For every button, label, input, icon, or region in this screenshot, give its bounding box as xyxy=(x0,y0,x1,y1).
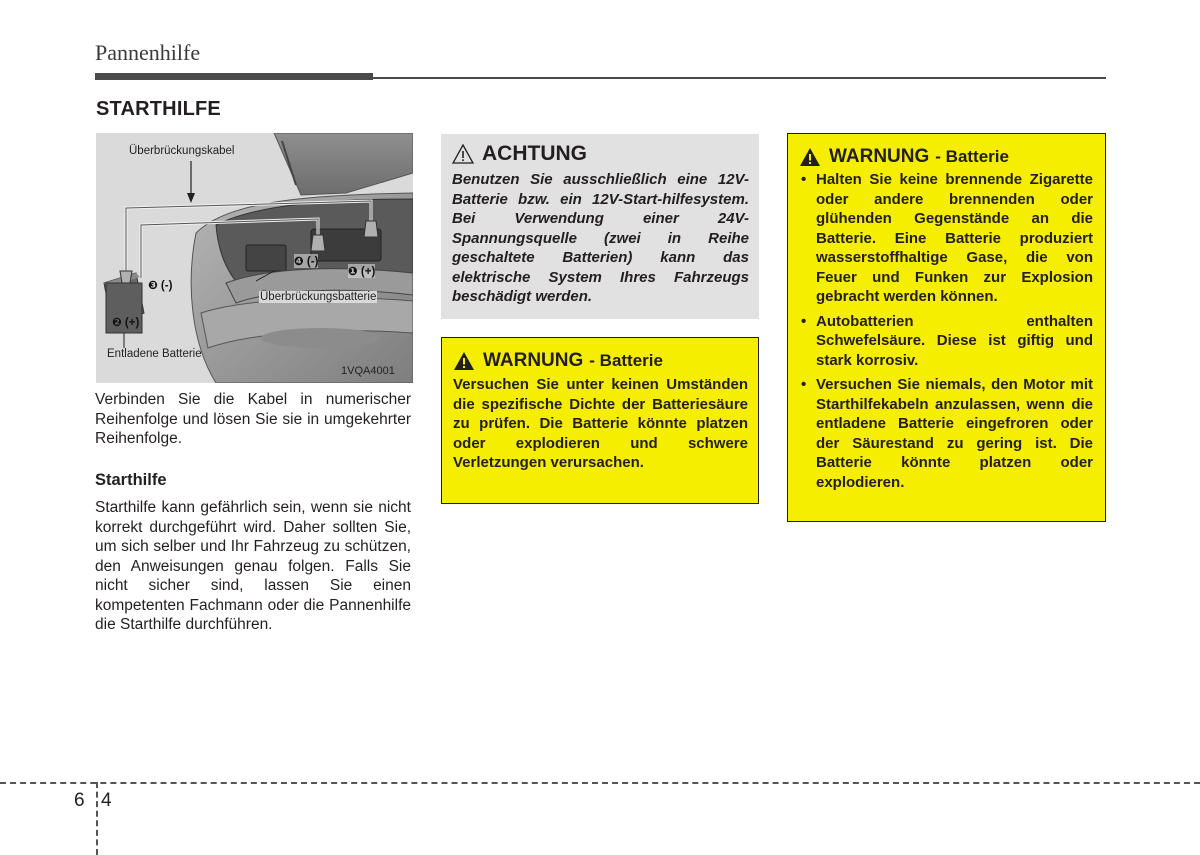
warning-2-item: • Halten Sie keine brennende Zigarette oder andere brennenden oder glühenden Gegenstände an die Batterie. Eine Batterie produziert wasserstoffhaltige Gase, die von Feuer und Funken zur Explosion gebracht werden können. xyxy=(799,170,1093,307)
footer-dashed-divider xyxy=(96,782,98,855)
warning-triangle-icon xyxy=(799,147,821,167)
warning-box-battery-acid xyxy=(441,337,759,504)
chapter-title: Pannenhilfe xyxy=(95,40,201,65)
warning-2-list xyxy=(799,170,1093,492)
starthilfe-heading: Starthilfe xyxy=(95,471,167,489)
warning-1-title: WARNUNG xyxy=(483,350,584,371)
marker-3-negative: ❸ (-) xyxy=(148,280,173,292)
marker-1-positive: ❶ (+) xyxy=(348,266,376,278)
header-rule-thin xyxy=(373,77,1106,79)
car-engine-drawing xyxy=(96,133,413,383)
warning-2-subtitle: - Batterie xyxy=(935,147,1009,166)
starthilfe-paragraph: Starthilfe kann gefährlich sein, wenn sie nicht korrekt durchgeführt wird. Daher sollten Sie, um sich selber und Ihr Fahrzeug zu schützen, den Anweisungen genau folgen. Falls Sie nicht sicher sind, lassen Sie einen kompetenten Fachmann oder die Pannenhilfe die Starthilfe durchführen. xyxy=(95,499,411,633)
caution-box xyxy=(441,134,759,319)
intro-paragraph: Verbinden Sie die Kabel in numerischer Reihenfolge und lösen Sie sie in umgekehrter Reihenfolge. xyxy=(95,391,411,447)
caution-header xyxy=(452,142,749,166)
chapter-number: 6 xyxy=(74,790,85,811)
header-rule-thick xyxy=(95,73,373,80)
figure-code: 1VQA4001 xyxy=(341,365,395,377)
warning-2-title: WARNUNG xyxy=(829,146,930,167)
donor-battery-label: Überbrückungsbatterie xyxy=(260,291,377,303)
warning-2-item: • Versuchen Sie niemals, den Motor mit Starthilfekabeln anzulassen, wenn die entladene Batterie eingefroren oder der Säurestand zu gering ist. Die Batterie könnte platzen oder explodieren. xyxy=(799,375,1093,492)
warning-2-item: • Autobatterien enthalten Schwefelsäure. Diese ist giftig und stark korrosiv. xyxy=(799,312,1093,371)
caution-title: ACHTUNG xyxy=(482,142,587,165)
page-number: 4 xyxy=(101,790,112,811)
footer-dashed-rule xyxy=(0,782,1200,784)
dead-battery-label: Entladene Batterie xyxy=(107,348,202,360)
cable-label: Überbrückungskabel xyxy=(129,145,235,157)
warning-triangle-icon xyxy=(453,351,475,371)
marker-2-positive: ❷ (+) xyxy=(112,317,140,329)
warning-box-battery-fire xyxy=(787,133,1106,522)
warning-2-header xyxy=(799,146,1093,168)
warning-1-header xyxy=(453,350,748,372)
caution-text: Benutzen Sie ausschließlich eine 12V-Batterie bzw. ein 12V-Start-hilfesystem. Bei Verwendung einer 24V-Spannungsquelle (zwei in Reihe geschaltete Batterien) kann das elektrische System Ihres Fahrzeugs beschädigt werden. xyxy=(452,171,749,305)
warning-1-subtitle: - Batterie xyxy=(589,351,663,370)
section-title: STARTHILFE xyxy=(96,98,221,120)
marker-4-negative: ❹ (-) xyxy=(294,256,319,268)
warning-triangle-outline-icon xyxy=(452,144,474,164)
jump-start-illustration xyxy=(96,133,413,383)
warning-1-text: Versuchen Sie unter keinen Umständen die spezifische Dichte der Batteriesäure zu prüfen. Die Batterie könnte platzen oder explodieren und schwere Verletzungen verursachen. xyxy=(453,376,748,471)
